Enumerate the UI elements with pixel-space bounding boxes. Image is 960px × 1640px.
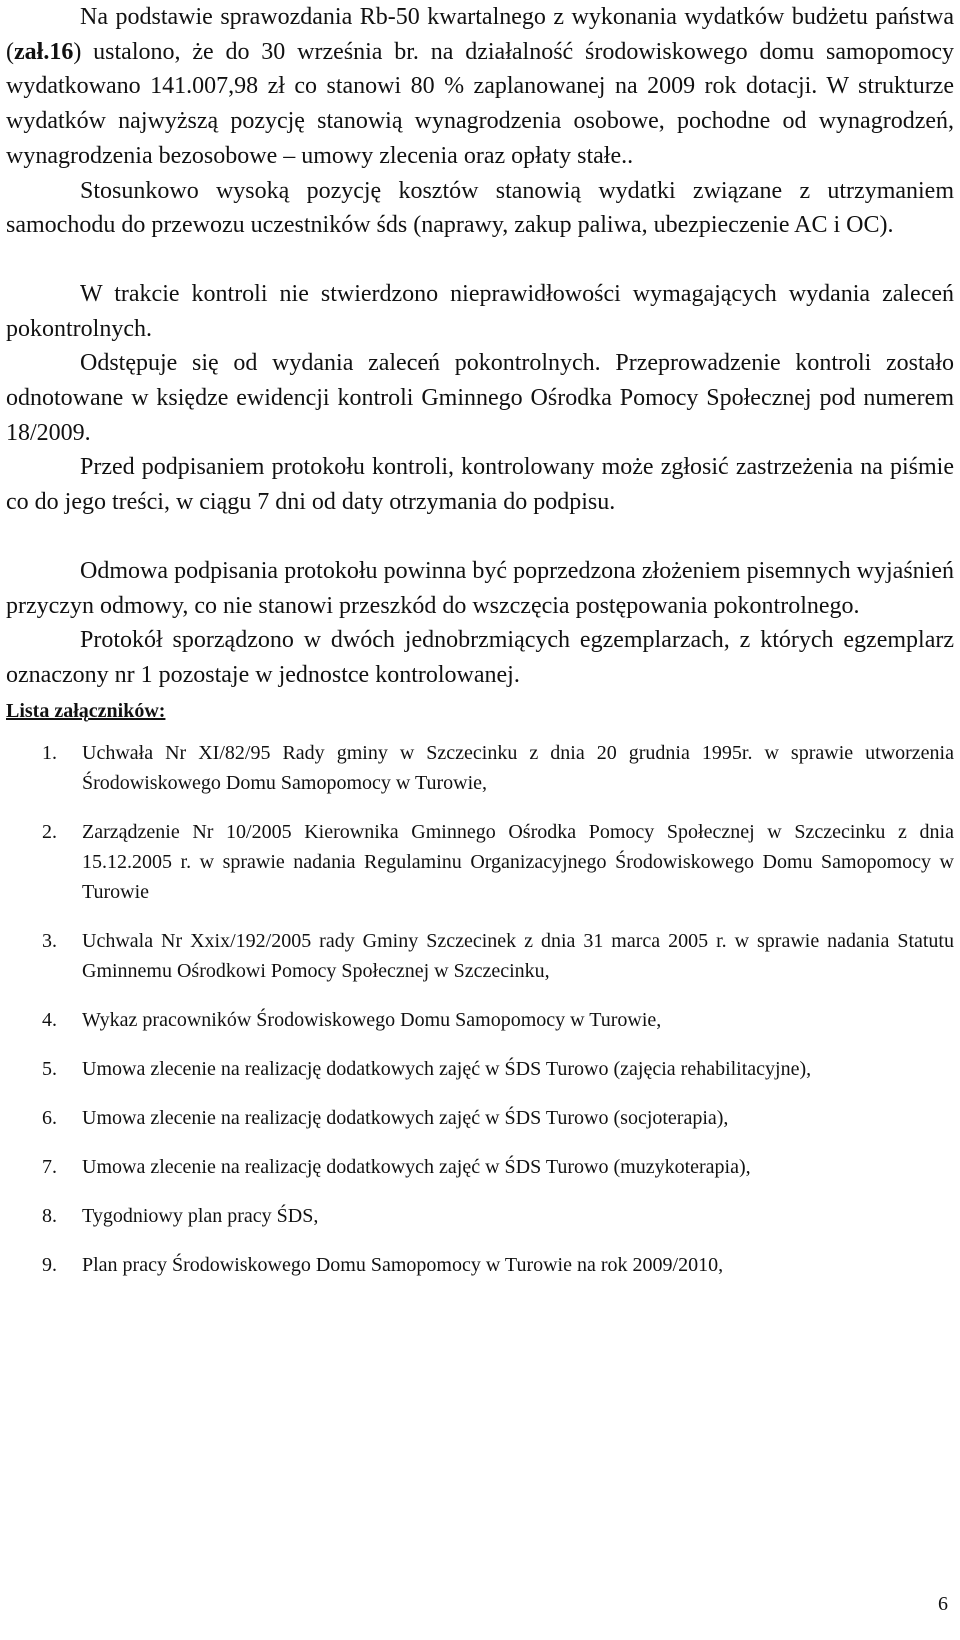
list-item-number: 4. (42, 1008, 57, 1031)
list-item-number: 5. (42, 1057, 57, 1080)
list-item (6, 1152, 954, 1182)
list-item (6, 1103, 954, 1133)
list-item (6, 926, 954, 986)
paragraph-no-irregularities: W trakcie kontroli nie stwierdzono nieprawidłowości wymagających wydania zaleceń pokontrolnych. (6, 280, 954, 342)
list-item-text: Uchwala Nr Xxix/192/2005 rady Gminy Szczecinek z dnia 31 marca 2005 r. w sprawie nadania Statutu Gminnemu Ośrodkowi Pomocy Społecznej w Szczecinku, (82, 929, 954, 982)
paragraph-no-recommendations: Odstępuje się od wydania zaleceń pokontrolnych. Przeprowadzenie kontroli zostało odnotowane w księdze ewidencji kontroli Gminnego Ośrodka Pomocy Społecznej pod numerem 18/2009. (6, 350, 954, 446)
paragraph-text: ) ustalono, że do 30 września br. na działalność środowiskowego domu samopomocy wydatkowano 141.007,98 zł co stanowi 80 % zaplanowanej na 2009 rok dotacji. W strukturze wydatków najwyższą pozycję stanowią wynagrodzenia osobowe, pochodne od wynagrodzeń, wynagrodzenia bezosobowe – umowy zlecenia oraz opłaty stałe.. (6, 38, 954, 169)
paragraph-financial-report (6, 0, 954, 174)
list-item-text: Umowa zlecenie na realizację dodatkowych zajęć w ŚDS Turowo (socjoterapia), (82, 1106, 729, 1129)
list-item-text: Umowa zlecenie na realizację dodatkowych zajęć w ŚDS Turowo (muzykoterapia), (82, 1155, 751, 1178)
list-item (6, 1201, 954, 1231)
paragraph-text: Na podstawie sprawozdania Rb-50 kwartalnego z wykonania wydatków budżetu państwa ( (6, 4, 954, 65)
list-item-text: Zarządzenie Nr 10/2005 Kierownika Gminnego Ośrodka Pomocy Społecznej w Szczecinku z dnia 15.12.2005 r. w sprawie nadania Regulaminu Organizacyjnego Środowiskowego Domu Samopomocy w Turowie (82, 820, 954, 903)
list-item-number: 2. (42, 820, 57, 843)
list-item-number: 9. (42, 1253, 57, 1276)
list-item-text: Wykaz pracowników Środowiskowego Domu Samopomocy w Turowie, (82, 1008, 662, 1031)
list-item-text: Umowa zlecenie na realizację dodatkowych zajęć w ŚDS Turowo (zajęcia rehabilitacyjne), (82, 1057, 812, 1080)
list-item (6, 817, 954, 907)
list-item-text: Uchwała Nr XI/82/95 Rady gminy w Szczecinku z dnia 20 grudnia 1995r. w sprawie utworzenia Środowiskowego Domu Samopomocy w Turowie, (82, 741, 954, 794)
list-item-number: 1. (42, 741, 57, 764)
paragraph-objections: Przed podpisaniem protokołu kontroli, kontrolowany może zgłosić zastrzeżenia na piśmie co do jego treści, w ciągu 7 dni od daty otrzymania do podpisu. (6, 454, 954, 516)
page-number: 6 (938, 1593, 948, 1615)
list-item (6, 738, 954, 798)
list-item (6, 1005, 954, 1035)
list-item-text: Tygodniowy plan pracy ŚDS, (82, 1204, 319, 1227)
list-item-number: 6. (42, 1106, 57, 1129)
list-item-number: 3. (42, 929, 57, 952)
document-page (6, 0, 954, 1299)
attachments-list (6, 738, 954, 1280)
list-item (6, 1054, 954, 1084)
list-item-number: 8. (42, 1204, 57, 1227)
paragraph-copies: Protokół sporządzono w dwóch jednobrzmiących egzemplarzach, z których egzemplarz oznaczony nr 1 pozostaje w jednostce kontrolowanej. (6, 627, 954, 688)
list-item (6, 1250, 954, 1280)
attachment-reference: zał.16 (14, 38, 74, 65)
list-item-text: Plan pracy Środowiskowego Domu Samopomocy w Turowie na rok 2009/2010, (82, 1253, 724, 1276)
paragraph-spacer (6, 520, 954, 554)
paragraph-spacer (6, 243, 954, 277)
list-item-number: 7. (42, 1155, 57, 1178)
attachments-title: Lista załączników: (6, 699, 166, 722)
paragraph-vehicle-costs: Stosunkowo wysoką pozycję kosztów stanowią wydatki związane z utrzymaniem samochodu do przewozu uczestników śds (naprawy, zakup paliwa, ubezpieczenie AC i OC). (6, 177, 954, 239)
paragraph-refusal: Odmowa podpisania protokołu powinna być poprzedzona złożeniem pisemnych wyjaśnień przyczyn odmowy, co nie stanowi przeszkód do wszczęcia postępowania pokontrolnego. (6, 557, 954, 619)
